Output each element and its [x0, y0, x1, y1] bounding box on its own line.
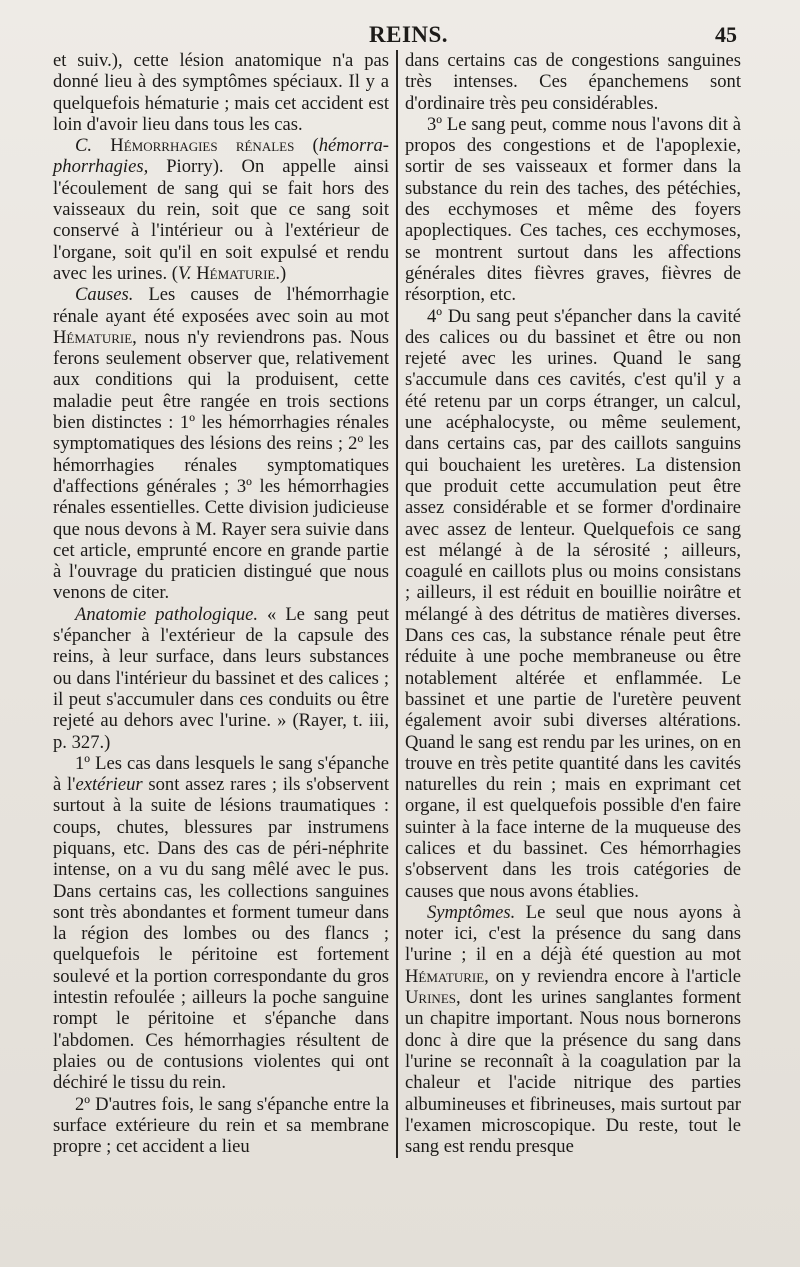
paren-open: ( [312, 135, 319, 157]
paragraph-text: Piorry). On appelle ainsi l'écoulement de sang qui se fait hors des vaisseaux du rein, soit que ce sang soit conservé à l'intérieur ou à l'extérieur de l'organe, soit qu'il en soit expulsé et rendu avec les urines. ( [53, 156, 389, 284]
paragraph-text: 1º Les cas dans lesquels le sang s'épanche à l' [53, 752, 389, 796]
section-heading: Hémorrhagies rénales [110, 135, 295, 157]
paragraph-point-1 [53, 753, 389, 1094]
paragraph-continuation: et suiv.), cette lésion anatomique n'a pas donné lieu à des symptômes spéciaux. Il y a quelquefois hématurie ; mais cet accident est loin d'avoir lieu dans tous les cas. [53, 50, 389, 135]
paragraph-text: , on y reviendra encore à l'article [484, 965, 741, 987]
paragraph-point-3: 3º Le sang peut, comme nous l'avons dit à propos des congestions et de l'apoplexie, sortir de ses vaisseaux et former dans la substance du rein des taches, des pétéchies, des ecchymoses et même des foyers apoplectiques. Ces taches, ces ecchymoses, se montrent surtout dans les affections générales dites fièvres graves, fièvres de résorption, etc. [405, 113, 741, 306]
paragraph-text: Le seul que nous ayons à noter ici, c'est la présence du sang dans l'urine ; il en a déjà été question au mot [405, 901, 741, 966]
cross-reference: Hématurie [196, 262, 276, 284]
running-head-title: REINS. [369, 22, 449, 47]
paragraph-text: , nous n'y reviendrons pas. Nous ferons seulement observer que, relativement aux conditions qui la produisent, cette maladie peut être rangée en trois sections bien distinctes : 1º les hémorrhagies rénales symptomatiques des lésions des reins ; 2º les hémorrhagies rénales symptomatiques d'affections générales ; 3º les hémorrhagies rénales essentielles. Cette division judicieuse que nous devons à M. Rayer sera suivie dans cet article, emprunté encore en grande partie à l'ouvrage du praticien distingué que nous venons de citer. [53, 326, 389, 604]
right-column [405, 50, 741, 1157]
running-head [0, 20, 800, 50]
synonym-term: hémorra-phorrhagies, [53, 135, 389, 178]
paragraph-renal-hemorrhages [53, 135, 389, 284]
column-divider [396, 50, 398, 1158]
section-letter: C. [75, 135, 93, 157]
paragraph-text: , dont les urines sanglantes forment un chapitre important. Nous nous bornerons donc à dire que la présence du sang dans l'urine se reconnaît à la coagulation par la chaleur et l'acide nitrique des parties albumineuses et fibrineuses, mais surtout par l'examen microscopique. Du reste, tout le sang est rendu presque [405, 987, 741, 1158]
emphasis-term: extérieur [75, 774, 143, 796]
paragraph-text: Les causes de l'hémorrhagie rénale ayant été exposées avec soin au mot [53, 284, 389, 327]
left-column [53, 50, 389, 1157]
paragraph-text: « Le sang peut s'épancher à l'extérieur de la capsule des reins, à leur surface, dans leurs substances ou dans l'intérieur du bassinet et des calices ; il peut s'accumuler dans ces conduits ou être rejeté au dehors avec l'urine. » (Rayer, t. iii, p. 327.) [53, 603, 390, 753]
cross-reference: Hématurie [405, 965, 485, 987]
paragraph-point-4: 4º Du sang peut s'épancher dans la cavité des calices ou du bassinet et être ou non rejeté avec les urines. Quand le sang s'accumule dans ces cavités, c'est qu'il y a été retenu par un corps étranger, un calcul, une acéphalocyste, ou même seulement, dans certains cas, par des caillots sanguins qui bouchaient les uretères. La distension que produit cette accumulation peut être assez considérable et se former d'ordinaire avec assez de lenteur. Quelquefois ce sang est mélangé à de la sérosité ; ailleurs, coagulé en caillots plus ou moins consistans ; ailleurs, il est réduit en bouillie noirâtre et mélangé à des détritus de matières diverses. Dans ces cas, la substance rénale peut être réduite à une poche membraneuse ou être notablement altérée et enflammée. Le bassinet et une partie de l'uretère peuvent également avoir subi diverses altérations. Quand le sang est rendu par les urines, on en trouve en très petite quantité dans les cavités naturelles du rein ; mais en exprimant cet organe, il est quelquefois possible d'en faire suinter à la face interne de la muqueuse des calices et du bassinet. Ces hémorrhagies s'observent dans les trois catégories de causes que nous avons établies. [405, 305, 741, 902]
subsection-lead: Symptômes. [427, 901, 516, 923]
paragraph-symptoms [405, 902, 741, 1158]
paragraph-causes [53, 284, 389, 603]
paragraph-continuation: dans certains cas de congestions sanguines très intenses. Ces épanchemens sont d'ordinaire très peu considérables. [405, 50, 741, 114]
paragraph-pathological-anatomy [53, 604, 389, 753]
paren-close: .) [275, 262, 287, 284]
subsection-lead: Anatomie pathologique. [75, 603, 259, 625]
cross-reference: Urines [405, 987, 456, 1009]
page-number: 45 [715, 22, 737, 47]
see-reference: V. [177, 262, 192, 284]
paragraph-point-2: 2º D'autres fois, le sang s'épanche entre la surface extérieure du rein et sa membrane propre ; cet accident a lieu [53, 1093, 389, 1158]
paragraph-text: sont assez rares ; ils s'observent surtout à la suite de lésions traumatiques : coups, chutes, blessures par instrumens piquans, etc. Dans des cas de péri-néphrite intense, on a vu du sang mêlé avec le pus. Dans certains cas, les collections sanguines sont très abondantes et forment tumeur dans la région des lombes ou des flancs ; quelquefois le péritoine est fortement soulevé et la portion correspondante du gros intestin refoulée ; ailleurs la poche sanguine rompt le péritoine et s'épanche dans l'abdomen. Ces hémorrhagies résultent de plaies ou de contusions violentes qui ont déchiré le tissu du rein. [53, 774, 389, 1094]
subsection-lead: Causes. [75, 284, 134, 306]
cross-reference: Hématurie [53, 326, 133, 348]
